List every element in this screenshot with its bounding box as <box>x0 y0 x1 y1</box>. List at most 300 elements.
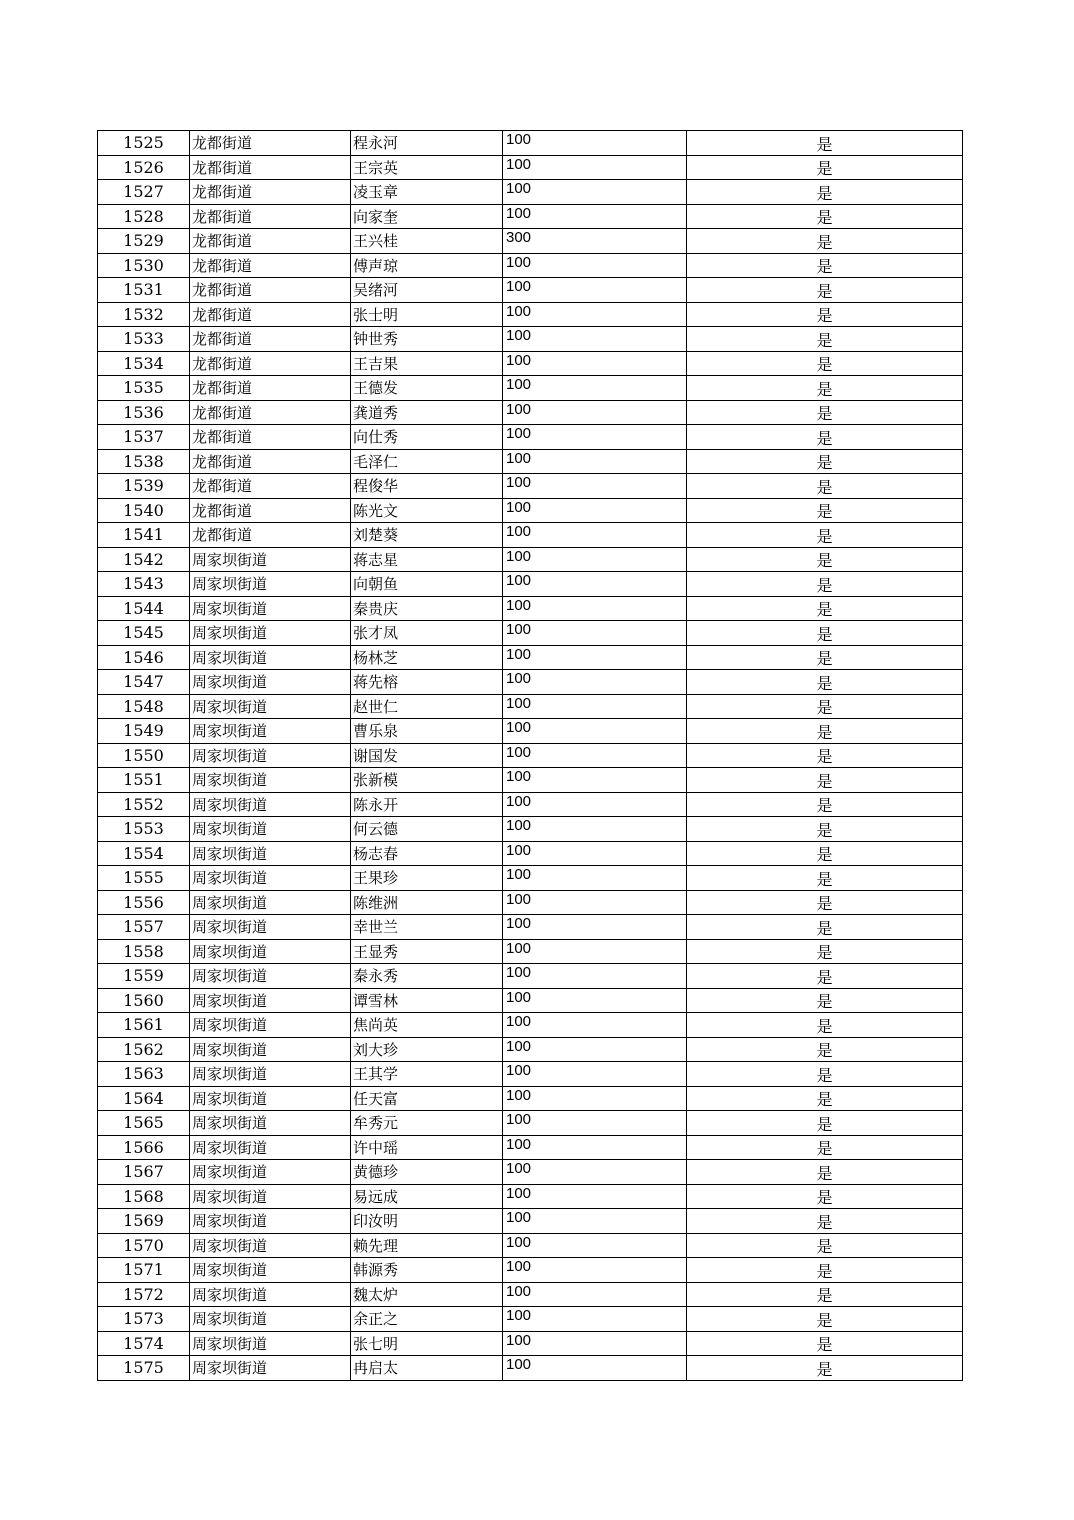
table-row <box>98 204 963 229</box>
flag-cell: 是 <box>687 204 963 229</box>
flag-cell: 是 <box>687 964 963 989</box>
table-row <box>98 988 963 1013</box>
street-cell: 周家坝街道 <box>190 915 351 940</box>
flag-cell: 是 <box>687 719 963 744</box>
name-cell: 张七明 <box>351 1331 503 1356</box>
flag-cell: 是 <box>687 1209 963 1234</box>
street-cell: 龙都街道 <box>190 131 351 156</box>
flag-cell: 是 <box>687 866 963 891</box>
name-cell: 秦贵庆 <box>351 596 503 621</box>
table-row <box>98 474 963 499</box>
row-number-cell: 1572 <box>98 1282 190 1307</box>
flag-cell: 是 <box>687 155 963 180</box>
table-row <box>98 155 963 180</box>
street-cell: 周家坝街道 <box>190 841 351 866</box>
name-cell: 陈永开 <box>351 792 503 817</box>
name-cell: 赵世仁 <box>351 694 503 719</box>
row-number-cell: 1564 <box>98 1086 190 1111</box>
amount-cell: 100 <box>503 1111 687 1136</box>
table-row <box>98 866 963 891</box>
row-number-cell: 1558 <box>98 939 190 964</box>
amount-cell: 100 <box>503 1086 687 1111</box>
amount-cell: 100 <box>503 1258 687 1283</box>
street-cell: 龙都街道 <box>190 425 351 450</box>
name-cell: 杨林芝 <box>351 645 503 670</box>
row-number-cell: 1550 <box>98 743 190 768</box>
name-cell: 谢国发 <box>351 743 503 768</box>
row-number-cell: 1557 <box>98 915 190 940</box>
name-cell: 王其学 <box>351 1062 503 1087</box>
name-cell: 黄德珍 <box>351 1160 503 1185</box>
flag-cell: 是 <box>687 400 963 425</box>
amount-cell: 100 <box>503 866 687 891</box>
amount-cell: 100 <box>503 131 687 156</box>
flag-cell: 是 <box>687 596 963 621</box>
name-cell: 易远成 <box>351 1184 503 1209</box>
flag-cell: 是 <box>687 621 963 646</box>
street-cell: 龙都街道 <box>190 204 351 229</box>
street-cell: 周家坝街道 <box>190 596 351 621</box>
name-cell: 王吉果 <box>351 351 503 376</box>
street-cell: 龙都街道 <box>190 253 351 278</box>
street-cell: 周家坝街道 <box>190 719 351 744</box>
name-cell: 傅声琼 <box>351 253 503 278</box>
name-cell: 曹乐泉 <box>351 719 503 744</box>
name-cell: 冉启太 <box>351 1356 503 1381</box>
street-cell: 龙都街道 <box>190 351 351 376</box>
amount-cell: 100 <box>503 180 687 205</box>
street-cell: 龙都街道 <box>190 155 351 180</box>
table-row <box>98 1233 963 1258</box>
name-cell: 向家奎 <box>351 204 503 229</box>
table-row <box>98 1062 963 1087</box>
name-cell: 向朝鱼 <box>351 572 503 597</box>
table-row <box>98 1086 963 1111</box>
name-cell: 牟秀元 <box>351 1111 503 1136</box>
table-row <box>98 1258 963 1283</box>
flag-cell: 是 <box>687 474 963 499</box>
street-cell: 周家坝街道 <box>190 670 351 695</box>
name-cell: 王兴桂 <box>351 229 503 254</box>
row-number-cell: 1529 <box>98 229 190 254</box>
table-row <box>98 547 963 572</box>
table-row <box>98 376 963 401</box>
row-number-cell: 1532 <box>98 302 190 327</box>
name-cell: 张才凤 <box>351 621 503 646</box>
name-cell: 幸世兰 <box>351 915 503 940</box>
amount-cell: 100 <box>503 155 687 180</box>
table-row <box>98 841 963 866</box>
amount-cell: 100 <box>503 253 687 278</box>
row-number-cell: 1539 <box>98 474 190 499</box>
flag-cell: 是 <box>687 694 963 719</box>
amount-cell: 100 <box>503 1307 687 1332</box>
amount-cell: 100 <box>503 841 687 866</box>
flag-cell: 是 <box>687 1331 963 1356</box>
street-cell: 周家坝街道 <box>190 621 351 646</box>
street-cell: 周家坝街道 <box>190 1013 351 1038</box>
name-cell: 王显秀 <box>351 939 503 964</box>
amount-cell: 100 <box>503 768 687 793</box>
name-cell: 王果珍 <box>351 866 503 891</box>
street-cell: 龙都街道 <box>190 449 351 474</box>
table-row <box>98 1209 963 1234</box>
amount-cell: 100 <box>503 694 687 719</box>
table-row <box>98 621 963 646</box>
amount-cell: 100 <box>503 572 687 597</box>
street-cell: 龙都街道 <box>190 327 351 352</box>
amount-cell: 100 <box>503 1037 687 1062</box>
name-cell: 钟世秀 <box>351 327 503 352</box>
table-row <box>98 1135 963 1160</box>
amount-cell: 100 <box>503 474 687 499</box>
name-cell: 任天富 <box>351 1086 503 1111</box>
name-cell: 陈光文 <box>351 498 503 523</box>
street-cell: 周家坝街道 <box>190 547 351 572</box>
flag-cell: 是 <box>687 1062 963 1087</box>
table-row <box>98 694 963 719</box>
name-cell: 魏太炉 <box>351 1282 503 1307</box>
flag-cell: 是 <box>687 1233 963 1258</box>
row-number-cell: 1565 <box>98 1111 190 1136</box>
table-row <box>98 253 963 278</box>
flag-cell: 是 <box>687 302 963 327</box>
street-cell: 龙都街道 <box>190 523 351 548</box>
flag-cell: 是 <box>687 498 963 523</box>
row-number-cell: 1544 <box>98 596 190 621</box>
row-number-cell: 1528 <box>98 204 190 229</box>
flag-cell: 是 <box>687 547 963 572</box>
row-number-cell: 1570 <box>98 1233 190 1258</box>
flag-cell: 是 <box>687 988 963 1013</box>
flag-cell: 是 <box>687 1086 963 1111</box>
street-cell: 周家坝街道 <box>190 964 351 989</box>
amount-cell: 100 <box>503 400 687 425</box>
table-row <box>98 1282 963 1307</box>
street-cell: 周家坝街道 <box>190 1037 351 1062</box>
name-cell: 赖先理 <box>351 1233 503 1258</box>
amount-cell: 100 <box>503 1331 687 1356</box>
name-cell: 何云德 <box>351 817 503 842</box>
street-cell: 周家坝街道 <box>190 1331 351 1356</box>
amount-cell: 100 <box>503 890 687 915</box>
street-cell: 周家坝街道 <box>190 1062 351 1087</box>
table-row <box>98 1331 963 1356</box>
flag-cell: 是 <box>687 768 963 793</box>
flag-cell: 是 <box>687 817 963 842</box>
street-cell: 周家坝街道 <box>190 1086 351 1111</box>
amount-cell: 100 <box>503 302 687 327</box>
street-cell: 周家坝街道 <box>190 1209 351 1234</box>
flag-cell: 是 <box>687 253 963 278</box>
flag-cell: 是 <box>687 915 963 940</box>
street-cell: 周家坝街道 <box>190 1160 351 1185</box>
table-row <box>98 670 963 695</box>
row-number-cell: 1555 <box>98 866 190 891</box>
row-number-cell: 1536 <box>98 400 190 425</box>
street-cell: 周家坝街道 <box>190 890 351 915</box>
name-cell: 杨志春 <box>351 841 503 866</box>
table-row <box>98 768 963 793</box>
amount-cell: 100 <box>503 1282 687 1307</box>
amount-cell: 100 <box>503 1209 687 1234</box>
table-row <box>98 327 963 352</box>
flag-cell: 是 <box>687 1037 963 1062</box>
row-number-cell: 1535 <box>98 376 190 401</box>
row-number-cell: 1525 <box>98 131 190 156</box>
name-cell: 陈维洲 <box>351 890 503 915</box>
flag-cell: 是 <box>687 890 963 915</box>
table-row <box>98 425 963 450</box>
street-cell: 周家坝街道 <box>190 1307 351 1332</box>
table-row <box>98 645 963 670</box>
name-cell: 许中瑶 <box>351 1135 503 1160</box>
amount-cell: 100 <box>503 817 687 842</box>
table-row <box>98 449 963 474</box>
table-row <box>98 229 963 254</box>
amount-cell: 100 <box>503 964 687 989</box>
table-row <box>98 400 963 425</box>
row-number-cell: 1534 <box>98 351 190 376</box>
row-number-cell: 1542 <box>98 547 190 572</box>
name-cell: 谭雪林 <box>351 988 503 1013</box>
table-row <box>98 890 963 915</box>
table-row <box>98 1356 963 1381</box>
row-number-cell: 1547 <box>98 670 190 695</box>
table-row <box>98 1307 963 1332</box>
row-number-cell: 1563 <box>98 1062 190 1087</box>
row-number-cell: 1552 <box>98 792 190 817</box>
amount-cell: 100 <box>503 376 687 401</box>
amount-cell: 100 <box>503 645 687 670</box>
name-cell: 焦尚英 <box>351 1013 503 1038</box>
street-cell: 龙都街道 <box>190 229 351 254</box>
row-number-cell: 1538 <box>98 449 190 474</box>
amount-cell: 100 <box>503 547 687 572</box>
name-cell: 蒋志星 <box>351 547 503 572</box>
amount-cell: 100 <box>503 425 687 450</box>
amount-cell: 100 <box>503 719 687 744</box>
street-cell: 周家坝街道 <box>190 768 351 793</box>
amount-cell: 100 <box>503 1356 687 1381</box>
name-cell: 刘楚葵 <box>351 523 503 548</box>
table-row <box>98 351 963 376</box>
data-table <box>97 130 963 1381</box>
table-row <box>98 131 963 156</box>
table-row <box>98 1013 963 1038</box>
table-row <box>98 1160 963 1185</box>
amount-cell: 100 <box>503 1062 687 1087</box>
table-row <box>98 1111 963 1136</box>
flag-cell: 是 <box>687 743 963 768</box>
flag-cell: 是 <box>687 1356 963 1381</box>
table-body <box>98 131 963 1381</box>
flag-cell: 是 <box>687 1258 963 1283</box>
row-number-cell: 1546 <box>98 645 190 670</box>
row-number-cell: 1568 <box>98 1184 190 1209</box>
street-cell: 周家坝街道 <box>190 817 351 842</box>
amount-cell: 300 <box>503 229 687 254</box>
street-cell: 周家坝街道 <box>190 988 351 1013</box>
street-cell: 周家坝街道 <box>190 866 351 891</box>
amount-cell: 100 <box>503 449 687 474</box>
flag-cell: 是 <box>687 180 963 205</box>
flag-cell: 是 <box>687 425 963 450</box>
street-cell: 龙都街道 <box>190 278 351 303</box>
street-cell: 周家坝街道 <box>190 939 351 964</box>
name-cell: 刘大珍 <box>351 1037 503 1062</box>
table-row <box>98 1184 963 1209</box>
flag-cell: 是 <box>687 1160 963 1185</box>
name-cell: 向仕秀 <box>351 425 503 450</box>
row-number-cell: 1533 <box>98 327 190 352</box>
amount-cell: 100 <box>503 204 687 229</box>
flag-cell: 是 <box>687 449 963 474</box>
row-number-cell: 1548 <box>98 694 190 719</box>
amount-cell: 100 <box>503 1013 687 1038</box>
street-cell: 周家坝街道 <box>190 645 351 670</box>
street-cell: 周家坝街道 <box>190 1282 351 1307</box>
table-row <box>98 964 963 989</box>
flag-cell: 是 <box>687 841 963 866</box>
amount-cell: 100 <box>503 351 687 376</box>
flag-cell: 是 <box>687 792 963 817</box>
table-row <box>98 939 963 964</box>
flag-cell: 是 <box>687 572 963 597</box>
row-number-cell: 1551 <box>98 768 190 793</box>
row-number-cell: 1571 <box>98 1258 190 1283</box>
row-number-cell: 1531 <box>98 278 190 303</box>
name-cell: 蒋先榕 <box>351 670 503 695</box>
row-number-cell: 1549 <box>98 719 190 744</box>
table-row <box>98 719 963 744</box>
street-cell: 周家坝街道 <box>190 792 351 817</box>
street-cell: 龙都街道 <box>190 302 351 327</box>
table-row <box>98 180 963 205</box>
flag-cell: 是 <box>687 131 963 156</box>
row-number-cell: 1541 <box>98 523 190 548</box>
name-cell: 凌玉章 <box>351 180 503 205</box>
name-cell: 韩源秀 <box>351 1258 503 1283</box>
table-row <box>98 572 963 597</box>
amount-cell: 100 <box>503 1233 687 1258</box>
row-number-cell: 1543 <box>98 572 190 597</box>
amount-cell: 100 <box>503 988 687 1013</box>
row-number-cell: 1526 <box>98 155 190 180</box>
street-cell: 周家坝街道 <box>190 1233 351 1258</box>
amount-cell: 100 <box>503 915 687 940</box>
row-number-cell: 1566 <box>98 1135 190 1160</box>
street-cell: 周家坝街道 <box>190 1111 351 1136</box>
table-row <box>98 278 963 303</box>
flag-cell: 是 <box>687 278 963 303</box>
amount-cell: 100 <box>503 278 687 303</box>
flag-cell: 是 <box>687 645 963 670</box>
table-row <box>98 596 963 621</box>
street-cell: 周家坝街道 <box>190 1135 351 1160</box>
flag-cell: 是 <box>687 327 963 352</box>
street-cell: 周家坝街道 <box>190 1356 351 1381</box>
amount-cell: 100 <box>503 596 687 621</box>
amount-cell: 100 <box>503 523 687 548</box>
row-number-cell: 1574 <box>98 1331 190 1356</box>
name-cell: 程俊华 <box>351 474 503 499</box>
row-number-cell: 1527 <box>98 180 190 205</box>
table-row <box>98 523 963 548</box>
row-number-cell: 1559 <box>98 964 190 989</box>
street-cell: 周家坝街道 <box>190 743 351 768</box>
amount-cell: 100 <box>503 1135 687 1160</box>
row-number-cell: 1561 <box>98 1013 190 1038</box>
name-cell: 王宗英 <box>351 155 503 180</box>
street-cell: 周家坝街道 <box>190 1258 351 1283</box>
amount-cell: 100 <box>503 939 687 964</box>
row-number-cell: 1553 <box>98 817 190 842</box>
amount-cell: 100 <box>503 1184 687 1209</box>
table-row <box>98 915 963 940</box>
street-cell: 周家坝街道 <box>190 1184 351 1209</box>
row-number-cell: 1530 <box>98 253 190 278</box>
flag-cell: 是 <box>687 1013 963 1038</box>
name-cell: 程永河 <box>351 131 503 156</box>
street-cell: 周家坝街道 <box>190 572 351 597</box>
name-cell: 张士明 <box>351 302 503 327</box>
amount-cell: 100 <box>503 743 687 768</box>
street-cell: 龙都街道 <box>190 376 351 401</box>
table-row <box>98 817 963 842</box>
amount-cell: 100 <box>503 670 687 695</box>
street-cell: 龙都街道 <box>190 400 351 425</box>
row-number-cell: 1562 <box>98 1037 190 1062</box>
row-number-cell: 1537 <box>98 425 190 450</box>
flag-cell: 是 <box>687 1184 963 1209</box>
table-row <box>98 302 963 327</box>
street-cell: 周家坝街道 <box>190 694 351 719</box>
name-cell: 龚道秀 <box>351 400 503 425</box>
amount-cell: 100 <box>503 792 687 817</box>
name-cell: 张新模 <box>351 768 503 793</box>
flag-cell: 是 <box>687 1135 963 1160</box>
row-number-cell: 1560 <box>98 988 190 1013</box>
table-row <box>98 498 963 523</box>
amount-cell: 100 <box>503 1160 687 1185</box>
flag-cell: 是 <box>687 1307 963 1332</box>
flag-cell: 是 <box>687 1111 963 1136</box>
table-row <box>98 743 963 768</box>
flag-cell: 是 <box>687 523 963 548</box>
amount-cell: 100 <box>503 621 687 646</box>
row-number-cell: 1573 <box>98 1307 190 1332</box>
flag-cell: 是 <box>687 351 963 376</box>
row-number-cell: 1545 <box>98 621 190 646</box>
row-number-cell: 1575 <box>98 1356 190 1381</box>
flag-cell: 是 <box>687 1282 963 1307</box>
name-cell: 王德发 <box>351 376 503 401</box>
name-cell: 秦永秀 <box>351 964 503 989</box>
row-number-cell: 1540 <box>98 498 190 523</box>
flag-cell: 是 <box>687 376 963 401</box>
flag-cell: 是 <box>687 229 963 254</box>
street-cell: 龙都街道 <box>190 498 351 523</box>
name-cell: 吴绪河 <box>351 278 503 303</box>
table-row <box>98 792 963 817</box>
amount-cell: 100 <box>503 498 687 523</box>
amount-cell: 100 <box>503 327 687 352</box>
name-cell: 印汝明 <box>351 1209 503 1234</box>
table-row <box>98 1037 963 1062</box>
row-number-cell: 1569 <box>98 1209 190 1234</box>
name-cell: 毛泽仁 <box>351 449 503 474</box>
